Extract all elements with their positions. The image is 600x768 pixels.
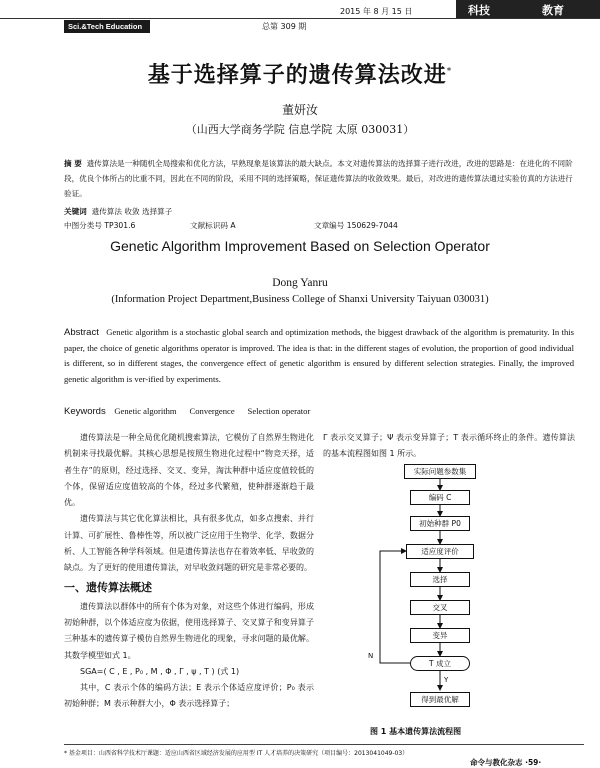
- flow-yes-label: Y: [444, 676, 449, 684]
- keywords-cn: [64, 204, 172, 219]
- arrow-loop-no: [380, 551, 410, 663]
- keywords-cn-text: 遗传算法 收敛 选择算子: [91, 207, 173, 216]
- journal-name: Sci.&Tech Education: [64, 20, 150, 33]
- flow-step-4: 适应度评价: [406, 544, 474, 559]
- english-title: Genetic Algorithm Improvement Based on Selection Operator: [110, 238, 490, 254]
- funding-footnote: * 基金项目：山西省科学技术厅课题：适应山西省区域经济发展的应用型 IT 人才培养的决策研究（项目编号：2013041049-03）: [64, 744, 584, 757]
- body-paragraph-1: 遗传算法是一种全局优化随机搜索算法，它模仿了自然界生物进化机制来寻找最优解。其核心思想是按照生物进化过程中“物竞天择，适者生存”的原则，经过选择、交叉、变异，淘汰种群中适应度值较低的个体，保留适应度值较高的个体，经过多代繁殖，使种群逐渐趋于最优。: [64, 433, 314, 508]
- author-name: 董妍汝: [281, 103, 318, 117]
- flow-step-7: 变异: [410, 628, 470, 643]
- flow-step-3: 初始种群 P0: [410, 516, 470, 531]
- document-code: 文献标识码 A: [190, 221, 236, 230]
- body-right-column: [323, 430, 575, 463]
- flow-step-5: 选择: [410, 572, 470, 587]
- english-author: Dong Yanru: [272, 277, 328, 289]
- abstract-cn-label: 摘 要: [64, 159, 82, 168]
- abstract-cn: [64, 156, 574, 201]
- abstract-en-label: Abstract: [64, 327, 99, 338]
- flow-step-1: 实际问题参数集: [404, 464, 476, 479]
- figure-caption: 图 1 基本遗传算法流程图: [370, 727, 462, 736]
- keywords-cn-label: 关键词: [64, 207, 87, 216]
- flow-decision: T 成立: [410, 656, 470, 671]
- flow-no-label: N: [368, 652, 374, 660]
- body-paragraph-2: 遗传算法与其它优化算法相比，具有很多优点，如多点搜索、并行计算、可扩展性、鲁棒性等，所以被广泛应用于生物学、化学、数据分析、人工智能各种学科领域。但是遗传算法也存在着效率低、早收敛的缺点。为了更好的使用遗传算法，对早收敛问题的研究是非常必要的。: [64, 514, 314, 573]
- section-tag-edu: 教育: [542, 4, 564, 17]
- keywords-en-label: Keywords: [64, 406, 106, 417]
- abstract-en: [64, 325, 574, 387]
- issue-number: 总第 309 期: [262, 22, 307, 31]
- issue-date: 2015 年 8 月 15 日: [340, 7, 413, 16]
- paper-title: [0, 58, 600, 89]
- flow-step-6: 交叉: [410, 600, 470, 615]
- english-affiliation: (Information Project Department,Business College of Shanxi University Taiyuan 030031): [111, 294, 489, 305]
- formula-1: SGA=( C , E , P₀ , M , Φ , Γ , ψ , T ) (式 1): [80, 666, 240, 676]
- body-paragraph-5: Γ 表示交叉算子；Ψ 表示变异算子；T 表示循环终止的条件。遗传算法的基本流程图如图 1 所示。: [323, 433, 575, 459]
- body-paragraph-3: 遗传算法以群体中的所有个体为对象，对这些个体进行编码，形成初始种群，以个体适应度为依据，使用选择算子、交叉算子和变异算子三种基本的遗传算子模仿自然界生物进化的现象，寻求问题的最优解。其数学模型如式 1。: [64, 601, 314, 660]
- section-tag-tech: 科技: [468, 4, 490, 17]
- header-rule: [0, 18, 600, 19]
- title-footnote-mark: *: [446, 66, 453, 77]
- paper-title-text: 基于选择算子的遗传算法改进: [147, 63, 447, 88]
- author-affiliation: （山西大学商务学院 信息学院 太原 030031）: [185, 123, 415, 136]
- article-number: 文章编号 150629-7044: [314, 221, 398, 230]
- keywords-en: [64, 406, 310, 417]
- body-paragraph-4: 其中，C 表示个体的编码方法；E 表示个体适应度评价；P₀ 表示初始种群；M 表示种群大小，Φ 表示选择算子；: [64, 683, 314, 709]
- clc-number: 中图分类号 TP301.6: [64, 221, 136, 230]
- keywords-en-text: Genetic algorithm Convergence Selection operator: [114, 406, 311, 416]
- page-footer: 命令与教化杂志 ·59·: [470, 758, 542, 767]
- section-heading-1: 一、遗传算法概述: [64, 580, 152, 594]
- section-banner: [456, 0, 600, 18]
- flow-step-2: 编码 C: [410, 490, 470, 505]
- abstract-en-text: Genetic algorithm is a stochastic global search and optimization methods, the biggest drawback of the algorithm is prematurity. In this paper, the choice of genetic algorithms operator is improved. The idea is that: in the different stages of evolution, the proportion of good individual is different, so in different stages, the convergence effect of genetic algorithm is ensured by different selection strategies. Finally, the improved genetic algorithm is ver-ified by experiments.: [64, 327, 575, 384]
- flow-step-result: 得到最优解: [410, 692, 470, 707]
- body-left-column: [64, 430, 314, 713]
- abstract-cn-text: 遗传算法是一种随机全局搜索和优化方法，早熟现象是该算法的最大缺点。本文对遗传算法的选择算子进行改进，改进的思路是：在进化的不同阶段，优良个体所占的比重不同，因此在不同的阶段，采用不同的选择策略，保证遗传算法的收敛效果。最后，对改进的遗传算法通过实验仿真的方法进行验证。: [64, 159, 573, 198]
